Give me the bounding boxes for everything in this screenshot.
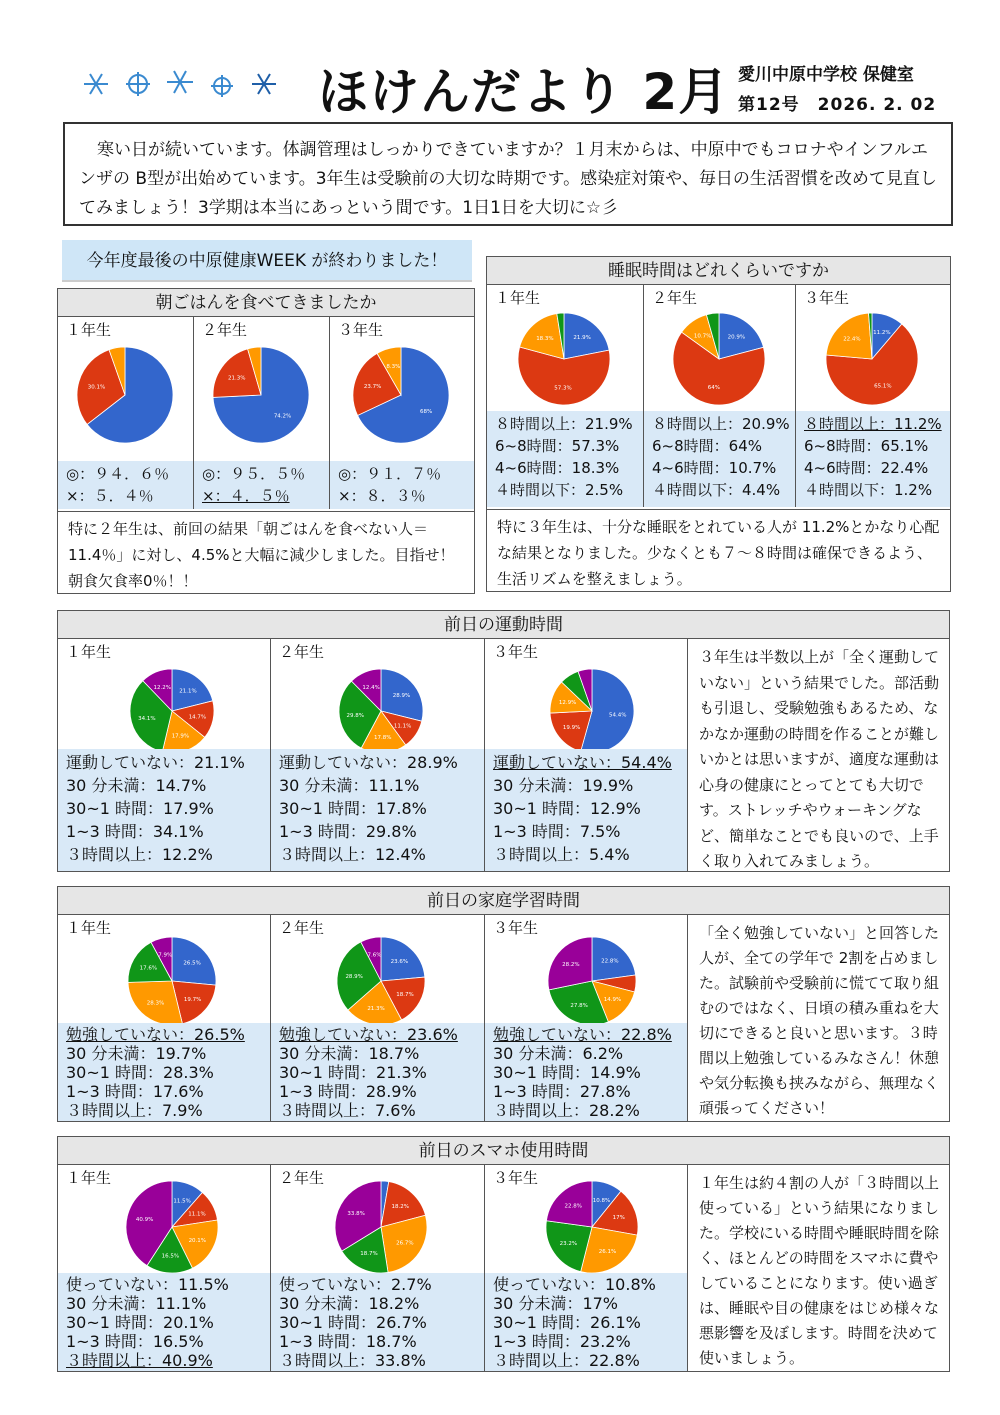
phone-stat: 使っていない：2.7% xyxy=(279,1275,432,1294)
breakfast-stat: ×：８．３％ xyxy=(338,487,426,505)
phone-grade-3: ３年生 xyxy=(493,1169,539,1187)
study-stat: 30~1 時間：14.9% xyxy=(493,1063,641,1082)
pie-slice-label: 28.9% xyxy=(392,692,411,699)
phone-stat: 30 分未満：18.2% xyxy=(279,1294,420,1313)
study-pie-1 xyxy=(58,923,269,1035)
pie-slice-label: 22.4% xyxy=(843,336,861,343)
pie-slice-label: 54.4% xyxy=(609,712,627,719)
breakfast-section xyxy=(57,288,475,594)
exercise-section xyxy=(57,610,950,872)
pie-slice-label: 68% xyxy=(420,408,433,415)
pie-slice-label: 29.8% xyxy=(346,712,364,719)
phone-section xyxy=(57,1136,950,1372)
exercise-stat: 1~3 時間：29.8% xyxy=(279,822,417,841)
phone-stat: 30 分未満：17% xyxy=(493,1294,619,1313)
sleep-stat: ８時間以上：20.9% xyxy=(652,415,790,433)
study-stat: 1~3 時間：17.6% xyxy=(66,1082,204,1101)
pie-slice-label: 34.1% xyxy=(138,715,156,722)
study-pie-2 xyxy=(271,923,483,1035)
pie-slice-label: 64% xyxy=(707,385,720,392)
issue-date: 第12号 2026. 2. 02 xyxy=(738,95,937,115)
sleep-pie-2 xyxy=(644,307,794,417)
study-stat: ３時間以上：7.6% xyxy=(279,1101,416,1120)
pie-slice-label: 30.1% xyxy=(87,384,106,391)
page-title: ほけんだより 2月 xyxy=(318,63,730,121)
pie-slice-label: 11.5% xyxy=(173,1198,191,1205)
study-stat: 勉強していない：26.5% xyxy=(66,1025,245,1044)
sleep-stat: ８時間以上：11.2% xyxy=(804,415,942,433)
breakfast-grade-2: ２年生 xyxy=(202,321,248,339)
breakfast-stat: ×：４．５％ xyxy=(202,487,290,505)
sleep-section xyxy=(486,256,951,592)
exercise-stat: 30~1 時間：12.9% xyxy=(493,799,641,818)
pie-slice-label: 10.8% xyxy=(592,1198,611,1205)
exercise-stat: 30 分未満：19.9% xyxy=(493,776,634,795)
phone-stat: ３時間以上：22.8% xyxy=(493,1351,640,1370)
phone-stat: 使っていない：10.8% xyxy=(493,1275,656,1294)
phone-pie-1 xyxy=(58,1171,269,1285)
pie-slice-label: 26.1% xyxy=(598,1248,617,1255)
exercise-stat: 1~3 時間：7.5% xyxy=(493,822,621,841)
sleep-stat: ４時間以下：4.4% xyxy=(652,481,781,499)
pie-slice-label: 7.6% xyxy=(367,952,382,959)
exercise-pie-3 xyxy=(485,653,686,753)
pie-slice-label: 10.7% xyxy=(693,333,712,340)
pie-slice-label: 27.8% xyxy=(570,1003,588,1010)
sleep-stat: 4~6時間：22.4% xyxy=(804,459,929,477)
sleep-stat: ４時間以下：2.5% xyxy=(495,481,624,499)
sleep-title: 睡眠時間はどれくらいですか xyxy=(487,257,950,285)
study-stat: 勉強していない：22.8% xyxy=(493,1025,672,1044)
phone-stat: 1~3 時間：23.2% xyxy=(493,1332,631,1351)
exercise-stat: 運動していない：21.1% xyxy=(66,753,245,772)
pie-slice-label: 8.3% xyxy=(386,364,401,371)
study-stat: ３時間以上：28.2% xyxy=(493,1101,640,1120)
pie-slice-label: 26.7% xyxy=(396,1240,414,1247)
pie-slice-label: 28.9% xyxy=(345,973,363,980)
study-stat: 勉強していない：23.6% xyxy=(279,1025,458,1044)
phone-stat: ３時間以上：40.9% xyxy=(66,1351,213,1370)
phone-stat: 30 分未満：11.1% xyxy=(66,1294,207,1313)
breakfast-grade-1: １年生 xyxy=(66,321,112,339)
pie-slice-label: 21.3% xyxy=(367,1005,385,1012)
pie-slice-label: 12.9% xyxy=(558,699,577,706)
study-stat: 30~1 時間：28.3% xyxy=(66,1063,214,1082)
sleep-stat: 6~8時間：64% xyxy=(652,437,762,455)
study-stat: 1~3 時間：28.9% xyxy=(279,1082,417,1101)
school-name: 愛川中原中学校 保健室 xyxy=(738,65,914,85)
study-note: 「全く勉強していない」と回答した人が、全ての学年で 2割を占めました。試験前や受験前に慌てて取り組むのではなく、日頃の積み重ねを大切にできると良いと思います。３時間以上勉強しているみなさん！休憩や気分転換も挟みながら、無理なく頑張ってください！ xyxy=(699,924,940,1117)
sleep-stat: 4~6時間：10.7% xyxy=(652,459,777,477)
pie-slice-label: 11.1% xyxy=(393,723,412,730)
sleep-stat: 6~8時間：57.3% xyxy=(495,437,620,455)
sleep-pie-1 xyxy=(487,307,642,417)
phone-grade-2: ２年生 xyxy=(279,1169,325,1187)
phone-stat: 使っていない：11.5% xyxy=(66,1275,229,1294)
exercise-stat: ３時間以上：5.4% xyxy=(493,845,630,864)
phone-stat: ３時間以上：33.8% xyxy=(279,1351,426,1370)
exercise-stat: 30 分未満：11.1% xyxy=(279,776,420,795)
study-stat: 30 分未満：19.7% xyxy=(66,1044,207,1063)
week-banner: 今年度最後の中原健康WEEK が終わりました！ xyxy=(62,240,472,282)
sleep-grade-1: １年生 xyxy=(495,289,541,307)
sleep-note: 特に３年生は、十分な睡眠をとれている人が 11.2%とかなり心配な結果となりました。少なくとも７～８時間は確保できるよう、生活リズムを整えましょう。 xyxy=(487,509,950,596)
exercise-stat: 運動していない：28.9% xyxy=(279,753,458,772)
pie-slice-label: 14.9% xyxy=(603,997,622,1004)
phone-stat: 1~3 時間：18.7% xyxy=(279,1332,417,1351)
exercise-note: ３年生は半数以上が「全く運動していない」という結果でした。部活動も引退し、受験勉強もあるため、なかなか運動の時間を作ることが難しいかとは思いますが、適度な運動は心身の健康にとってとても大切です。ストレッチやウォーキングなど、簡単なことでも良いので、上手く取り入れてみましょう。 xyxy=(699,648,940,870)
study-stat: 30 分未満：6.2% xyxy=(493,1044,624,1063)
pie-slice-label: 23.7% xyxy=(363,384,382,391)
phone-pie-3 xyxy=(485,1171,686,1285)
pie-slice-label: 21.1% xyxy=(179,688,197,695)
pie-slice-label: 18.7% xyxy=(396,992,414,999)
pie-slice-label: 12.2% xyxy=(153,684,172,691)
exercise-stat: ３時間以上：12.2% xyxy=(66,845,213,864)
pie-slice-label: 17% xyxy=(612,1215,625,1222)
study-stat: 30~1 時間：21.3% xyxy=(279,1063,427,1082)
phone-note: １年生は約４割の人が「３時間以上使っている」という結果になりました。学校にいる時間や睡眠時間を除く、ほとんどの時間をスマホに費やしていることになります。使い過ぎは、睡眠や目の健康をはじめ様々な悪影響を及ぼします。時間を決めて使いましょう。 xyxy=(699,1174,940,1367)
study-grade-2: ２年生 xyxy=(279,919,325,937)
pie-slice-label: 28.3% xyxy=(146,1000,165,1007)
study-stat: 30 分未満：18.7% xyxy=(279,1044,420,1063)
breakfast-title: 朝ごはんを食べてきましたか xyxy=(58,289,474,317)
pie-slice-label: 17.6% xyxy=(139,965,158,972)
phone-stat: 1~3 時間：16.5% xyxy=(66,1332,204,1351)
exercise-grade-1: １年生 xyxy=(66,643,112,661)
pie-slice-label: 12.4% xyxy=(362,684,380,691)
pie-slice-label: 17.9% xyxy=(171,733,190,740)
sleep-stat: 4~6時間：18.3% xyxy=(495,459,620,477)
pie-slice-label: 19.9% xyxy=(562,725,581,732)
pie-slice-label: 21.3% xyxy=(228,375,246,382)
phone-stat: 30~1 時間：26.1% xyxy=(493,1313,641,1332)
sleep-stat: 6~8時間：65.1% xyxy=(804,437,929,455)
exercise-grade-2: ２年生 xyxy=(279,643,325,661)
breakfast-stat: ◎：９１．７％ xyxy=(338,465,442,483)
study-section xyxy=(57,886,950,1122)
sleep-grade-3: ３年生 xyxy=(804,289,850,307)
pie-slice-label: 23.6% xyxy=(390,958,409,965)
pie-slice-label: 26.5% xyxy=(183,960,201,967)
pie-slice-label: 19.7% xyxy=(183,996,202,1003)
pie-slice-label: 18.2% xyxy=(391,1203,409,1210)
pie-slice-label: 18.3% xyxy=(536,335,554,342)
pie-slice-label: 74.2% xyxy=(273,413,292,420)
pie-slice-label: 20.9% xyxy=(727,334,746,341)
pie-slice-label: 22.8% xyxy=(601,958,619,965)
sleep-stat: ４時間以下：1.2% xyxy=(804,481,933,499)
sleep-stat: ８時間以上：21.9% xyxy=(495,415,633,433)
pie-slice-label: 7.9% xyxy=(158,952,173,959)
breakfast-note: 特に２年生は、前回の結果「朝ごはんを食べない人＝11.4％」に対し、4.5%と大幅に減少しました。目指せ！朝食欠食率0％！！ xyxy=(58,511,474,598)
phone-stat: 30~1 時間：20.1% xyxy=(66,1313,214,1332)
sleep-pie-3 xyxy=(796,307,948,417)
exercise-stat: 運動していない：54.4% xyxy=(493,753,672,772)
pie-slice-label: 16.5% xyxy=(161,1253,180,1260)
study-stat: 1~3 時間：27.8% xyxy=(493,1082,631,1101)
pie-slice-label: 40.9% xyxy=(135,1216,154,1223)
study-stat: ３時間以上：7.9% xyxy=(66,1101,203,1120)
snowflake-decoration xyxy=(78,64,288,104)
exercise-stat: 1~3 時間：34.1% xyxy=(66,822,204,841)
intro-text: 寒い日が続いています。体調管理はしっかりできていますか？１月末からは、中原中でもコロナやインフルエンザの B型が出始めています。3年生は受験前の大切な時期です。感染症対策や、毎日の生活習慣を改めて見直してみましょう！3学期は本当にあっという間です。1日1日を大切に☆彡 xyxy=(63,122,953,226)
exercise-pie-2 xyxy=(271,653,483,753)
phone-stat: 30~1 時間：26.7% xyxy=(279,1313,427,1332)
pie-slice-label: 23.2% xyxy=(559,1240,578,1247)
breakfast-stat: ◎：９５．５％ xyxy=(202,465,306,483)
breakfast-grade-3: ３年生 xyxy=(338,321,384,339)
exercise-stat: 30~1 時間：17.9% xyxy=(66,799,214,818)
pie-slice-label: 21.9% xyxy=(573,334,591,341)
exercise-stat: 30 分未満：14.7% xyxy=(66,776,207,795)
pie-slice-label: 11.1% xyxy=(188,1211,206,1218)
phone-grade-1: １年生 xyxy=(66,1169,112,1187)
pie-slice-label: 20.1% xyxy=(188,1238,207,1245)
pie-slice-label: 28.2% xyxy=(562,961,580,968)
pie-slice-label: 65.1% xyxy=(874,383,892,390)
study-grade-1: １年生 xyxy=(66,919,112,937)
breakfast-stat: ◎：９４．６％ xyxy=(66,465,170,483)
study-pie-3 xyxy=(485,923,686,1035)
phone-pie-2 xyxy=(271,1171,483,1285)
pie-slice-label: 22.8% xyxy=(564,1203,583,1210)
exercise-pie-1 xyxy=(58,653,269,753)
study-title: 前日の家庭学習時間 xyxy=(58,887,949,915)
sleep-grade-2: ２年生 xyxy=(652,289,698,307)
breakfast-stat: ×：５．４％ xyxy=(66,487,154,505)
study-grade-3: ３年生 xyxy=(493,919,539,937)
phone-title: 前日のスマホ使用時間 xyxy=(58,1137,949,1165)
exercise-grade-3: ３年生 xyxy=(493,643,539,661)
pie-slice-label: 57.3% xyxy=(554,385,572,392)
pie-slice-label: 33.8% xyxy=(347,1211,365,1218)
pie-slice-label: 11.2% xyxy=(873,330,891,337)
exercise-stat: ３時間以上：12.4% xyxy=(279,845,426,864)
pie-slice-label: 17.8% xyxy=(374,734,392,741)
pie-slice-label: 18.7% xyxy=(360,1250,378,1257)
exercise-title: 前日の運動時間 xyxy=(58,611,949,639)
pie-slice-label: 14.7% xyxy=(188,714,207,721)
exercise-stat: 30~1 時間：17.8% xyxy=(279,799,427,818)
